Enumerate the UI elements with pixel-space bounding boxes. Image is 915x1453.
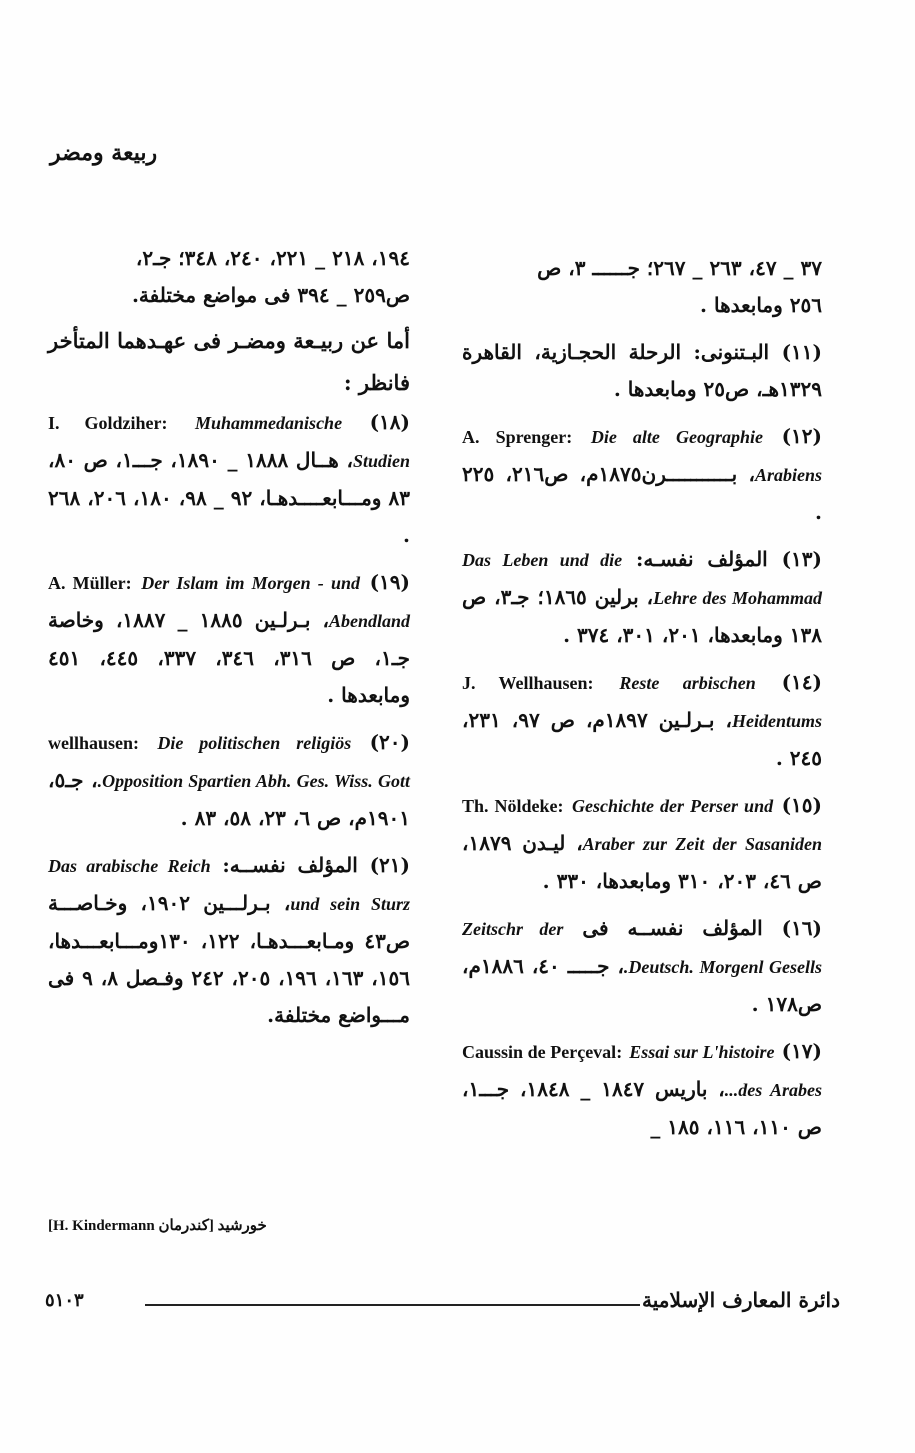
footnote-text: ، جـ٥، ١٩٠١م، ص ٦، ٢٣، ٥٨، ٨٣ . <box>48 768 410 830</box>
footnote-18 <box>48 404 410 554</box>
left-column <box>48 240 410 1044</box>
page-number: ٥١٠٣ <box>45 1290 84 1311</box>
footnote-author: المؤلف نفسـه: <box>636 547 768 571</box>
footnote-17 <box>462 1033 822 1146</box>
footnote-title: Muhammedanische Studien <box>195 413 411 471</box>
footnote-title: Das Leben und die Lehre des Mohammad <box>462 550 822 608</box>
footnote-title: Der Islam im Morgen - und Abendland <box>141 573 410 631</box>
footnote-text: ، بـرلـين ١٨٩٧م، ص ٩٧، ٢٣١، ٢٤٥ . <box>462 708 822 770</box>
footnote-title: Die politischen religiös Opposition Spartien Abh. Ges. Wiss. Gott. <box>97 733 411 791</box>
footnote-title: Geschichte der Perser und Araber zur Zeit der Sasaniden <box>572 796 822 854</box>
footnote-15 <box>462 787 822 900</box>
footnote-author: J. Wellhausen: <box>462 673 594 693</box>
footnote-text: ، بـرلـــين ١٩٠٢، وخـاصـــة ص٤٣ ومـابعـــدهـا، ١٢٢، ١٣٠ومـــابعـــدها، ١٥٦، ١٦٣، ١٩٦، ٢٠٥، ٢٤٢ وفـصل ٨، ٩ فى مـــواضع مختلفة. <box>48 891 411 1027</box>
footnote-text: ، بـــــــــــرن١٨٧٥م، ص٢١٦، ٢٢٥ . <box>462 462 822 524</box>
footnote-title: Das arabische Reich und sein Sturz <box>48 856 410 914</box>
continuation-line: ١٩٤، ٢١٨ _ ٢٢١، ٢٤٠، ٣٤٨؛ جـ٢، <box>135 246 410 270</box>
footnote-11 <box>462 334 822 408</box>
footnote-21 <box>48 847 410 1034</box>
footnote-text: ، هــال ١٨٨٨ _ ١٨٩٠، جـــ١، ص ٨٠، ٨٣ ومـــابعــــدهـا، ٩٢ _ ٩٨، ١٨٠، ٢٠٦، ٢٦٨ . <box>48 448 410 547</box>
right-column <box>462 250 822 1156</box>
footnote-author: A. Sprenger: <box>462 427 573 447</box>
footnote-text: ، باريس ١٨٤٧ _ ١٨٤٨، جـــ١، ص ١١٠، ١١٦، ١٨٥ _ <box>462 1077 822 1139</box>
footnote-text: ، ليـدن ١٨٧٩، ص ٤٦، ٢٠٣، ٣١٠ ومابعدها، ٣٣٠ . <box>462 831 822 893</box>
footnote-number: (١٧) <box>781 1039 823 1063</box>
footnote-number: (٢١) <box>369 853 410 877</box>
footnote-text: ، جـــــ ٤٠، ١٨٨٦م، ص١٧٨ . <box>462 954 822 1016</box>
footnote-title: Die alte Geographie Arabiens <box>590 427 823 485</box>
footnote-title: Reste arbischen Heidentums <box>619 673 822 731</box>
footnote-number: (١٨) <box>369 410 410 434</box>
footnote-number: (١٤) <box>781 670 822 694</box>
footnote-number: (١٩) <box>369 570 410 594</box>
footnote-19 <box>48 564 410 714</box>
footnote-author: wellhausen: <box>48 733 140 753</box>
footer-title: دائرة المعارف الإسلامية <box>642 1288 840 1312</box>
footnote-14 <box>462 664 822 777</box>
footnote-number: (١١) <box>781 340 822 364</box>
footnote-author: I. Goldziher: <box>48 413 168 433</box>
footnote-20 <box>48 724 410 837</box>
page-footer <box>40 1288 840 1318</box>
author-signature: [H. Kindermann خورشيد [كندرمان <box>48 1218 267 1234</box>
footnote-number: (٢٠) <box>369 730 410 754</box>
footnote-number: (١٣) <box>781 547 822 571</box>
body-paragraph: أما عن ربيـعة ومضـر فى عهـدهما المتأخر فانظر : <box>48 328 410 395</box>
continuation-line: ٣٧ _ ٤٧، ٢٦٣ _ ٢٦٧؛ جــــــ ٣، ص <box>537 256 822 280</box>
footnote-number: (١٢) <box>781 424 822 448</box>
footnote-13 <box>462 541 822 654</box>
continuation-line: ص٢٥٩ _ ٣٩٤ فى مواضع مختلفة. <box>131 283 410 307</box>
footnote-author: المؤلف نفســه: <box>222 853 358 877</box>
footnote-author: Th. Nöldeke: <box>462 796 564 816</box>
footnote-text: ، بـرلـين ١٨٨٥ _ ١٨٨٧، وخاصة جـ١، ص ٣١٦، ٣٤٦، ٣٣٧، ٤٤٥، ٤٥١ ومابعدها . <box>48 608 410 707</box>
footnote-title: Zeitschr der Deutsch. Morgenl Gesells. <box>462 919 822 977</box>
footnote-author: A. Müller: <box>48 573 132 593</box>
continuation-line: ٢٥٦ ومابعدها . <box>700 293 822 317</box>
footnote-number: (١٥) <box>781 793 822 817</box>
footnote-title: Essai sur L'histoire des Arabes... <box>629 1042 822 1100</box>
footnote-text: البـتنونى: الرحلة الحجـازية، القاهرة ١٣٢٩هـ، ص٢٥ ومابعدها . <box>462 340 822 401</box>
footnote-number: (١٦) <box>781 916 823 940</box>
page-header: ربيعة ومضر <box>50 140 158 166</box>
footnote-text: ، برلين ١٨٦٥؛ جـ٣، ص ١٣٨ ومابعدها، ٢٠١، ٣٠١، ٣٧٤ . <box>462 585 822 647</box>
footer-rule <box>145 1304 640 1306</box>
footnote-author: المؤلف نفســه فى <box>582 916 763 940</box>
footnote-12 <box>462 418 822 531</box>
footnote-16 <box>462 910 822 1023</box>
footnote-author: Caussin de Perçeval: <box>462 1042 623 1062</box>
